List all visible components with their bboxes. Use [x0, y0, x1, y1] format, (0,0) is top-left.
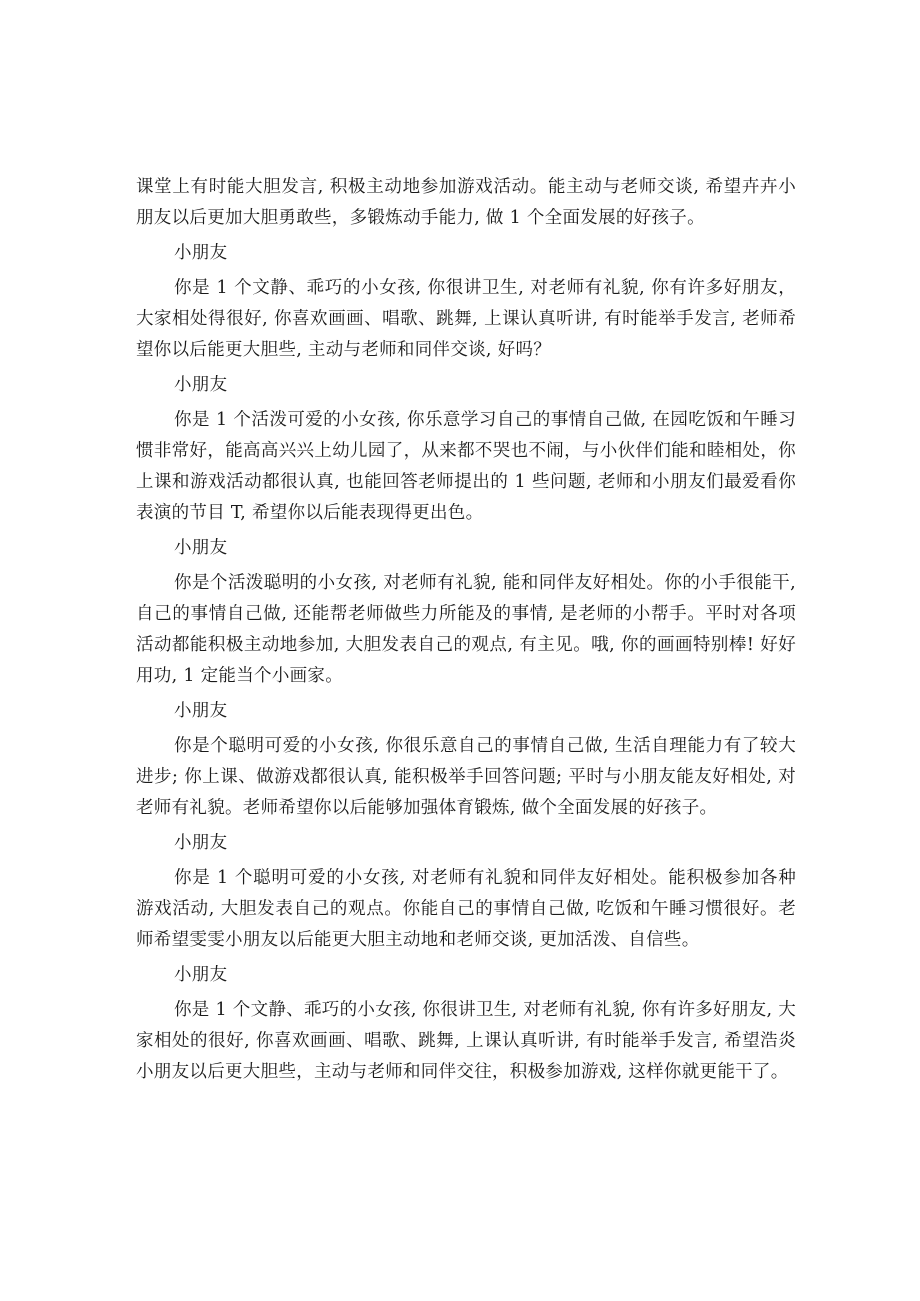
- salutation-2: 小朋友: [174, 375, 228, 395]
- salutation-3: 小朋友: [174, 538, 228, 558]
- salutation-6: 小朋友: [174, 965, 228, 985]
- intro-paragraph: 课堂上有时能大胆发言, 积极主动地参加游戏活动。能主动与老师交谈, 希望卉卉小朋友以后更加大胆勇敢些，多锻炼动手能力, 做 1 个全面发展的好孩子。: [136, 177, 796, 228]
- comment-paragraph-3: 你是个活泼聪明的小女孩, 对老师有礼貌, 能和同伴友好相处。你的小手很能干, 自己的事情自己做, 还能帮老师做些力所能及的事情, 是老师的小帮手。平时对各项活动都能积极主动地参加, 大胆发表自己的观点, 有主见。哦, 你的画画特别棒! 好好用功, 1 定能当个小画家。: [136, 573, 796, 686]
- salutation-5: 小朋友: [174, 833, 228, 853]
- comment-paragraph-6: 你是 1 个文静、乖巧的小女孩, 你很讲卫生, 对老师有礼貌, 你有许多好朋友, 大家相处的很好, 你喜欢画画、唱歌、跳舞, 上课认真听讲, 有时能举手发言, 希望浩炎小朋友以后更大胆些，主动与老师和同伴交往，积极参加游戏, 这样你就更能干了。: [136, 1000, 796, 1082]
- comment-paragraph-1: 你是 1 个文静、乖巧的小女孩, 你很讲卫生, 对老师有礼貌, 你有许多好朋友，大家相处得很好, 你喜欢画画、唱歌、跳舞, 上课认真听讲, 有时能举手发言, 老师希望你以后能更大胆些, 主动与老师和同伴交谈, 好吗？: [136, 278, 796, 360]
- comment-paragraph-2: 你是 1 个活泼可爱的小女孩, 你乐意学习自己的事情自己做, 在园吃饭和午睡习惯非常好，能高高兴兴上幼儿园了，从来都不哭也不闹，与小伙伴们能和睦相处，你上课和游戏活动都很认真, 也能回答老师提出的 1 些问题, 老师和小朋友们最爱看你表演的节目 T, 希望你以后能表现得更出色。: [136, 410, 796, 523]
- document-body: [136, 172, 796, 1088]
- comment-paragraph-5: 你是 1 个聪明可爱的小女孩, 对老师有礼貌和同伴友好相处。能积极参加各种游戏活动, 大胆发表自己的观点。你能自己的事情自己做, 吃饭和午睡习惯很好。老师希望雯雯小朋友以后能更大胆主动地和老师交谈, 更加活泼、自信些。: [136, 868, 796, 950]
- salutation-1: 小朋友: [174, 243, 228, 263]
- salutation-4: 小朋友: [174, 701, 228, 721]
- comment-paragraph-4: 你是个聪明可爱的小女孩, 你很乐意自己的事情自己做, 生活自理能力有了较大进步; 你上课、做游戏都很认真, 能积极举手回答问题; 平时与小朋友能友好相处, 对老师有礼貌。老师希望你以后能够加强体育锻炼, 做个全面发展的好孩子。: [136, 736, 796, 818]
